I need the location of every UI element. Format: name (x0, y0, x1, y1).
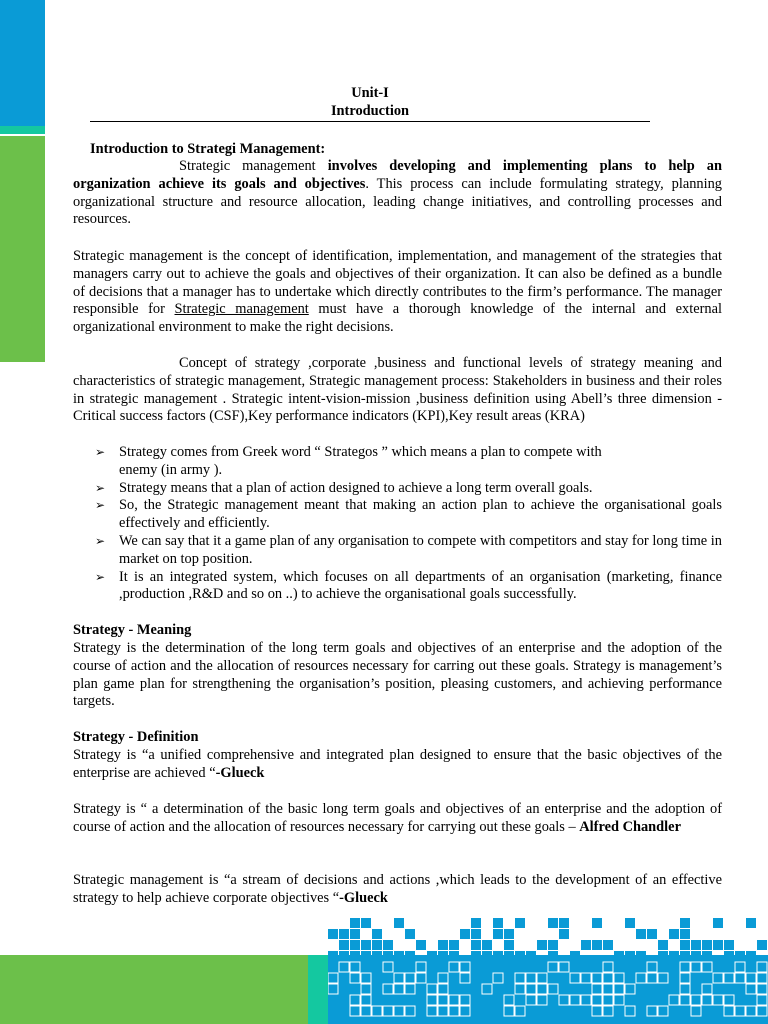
footer-pixel-pattern (328, 918, 768, 1024)
author-chandler: Alfred Chandler (579, 818, 681, 835)
footer-green-band (0, 955, 308, 1024)
definition-glueck-2: Strategic management is “a stream of decisions and actions ,which leads to the development of an effective strategy to help achieve corporate objectives “-Glueck (73, 872, 722, 906)
meaning-paragraph: Strategy is the determination of the long term goals and objectives of an enterprise and the adoption of the course of action and the allocation of resources necessary for carring out these goals. Strategy is management’s plan game plan for strengthening the organisation’s position, pleasing customers, and achieving performance targets. (73, 640, 722, 710)
left-blue-bar (0, 0, 45, 126)
p3-text: Concept of strategy ,corporate ,business and functional levels of strategy meaning and characteristics of strategic management, Strategic management process: Stakeholders in business and their roles in strategic management . Strategic intent-vision-mission ,business definition using Abell’s three dimension -Critical success factors (CSF),Key performance indicators (KPI),Key result areas (KRA) (73, 355, 722, 425)
arrow-bullet-icon: ➢ (95, 569, 106, 584)
list-item: ➢ So, the Strategic management meant that making an action plan to achieve the organisational goals effectively and efficiently. (95, 497, 722, 532)
intro-paragraph-2 (73, 248, 722, 337)
list-item: ➢ Strategy means that a plan of action designed to achieve a long term overall goals. (95, 479, 593, 496)
intro-paragraph-3 (73, 355, 722, 426)
arrow-bullet-icon: ➢ (95, 480, 106, 495)
footer-teal-band (308, 955, 328, 1024)
author-glueck: -Glueck (339, 889, 388, 906)
left-green-bar (0, 136, 45, 362)
p2-text-b: must have a thorough knowledge of the internal and external organizational environment to make the right decisions. (73, 301, 722, 336)
title-rule (90, 121, 650, 122)
bullet-list (73, 444, 722, 604)
page-title: Introduction (330, 103, 410, 119)
list-item: ➢ Strategy comes from Greek word “ Strategos ” which means a plan to compete with enemy (in army ). (95, 444, 602, 478)
section-heading-intro: Introduction to Strategi Management: (90, 141, 326, 157)
arrow-bullet-icon: ➢ (95, 498, 106, 513)
unit-label: Unit-I (351, 85, 389, 101)
list-item: ➢ We can say that it a game plan of any organisation to compete with competitors and stay for long time in market on top position. (95, 532, 722, 567)
list-item: ➢ It is an integrated system, which focuses on all departments of an organisation (marketing, finance ,production ,R&D and so on ..) to achieve the organisational goals successfully. (95, 568, 722, 603)
arrow-bullet-icon: ➢ (95, 533, 106, 548)
definition-chandler: Strategy is “ a determination of the basic long term goals and objectives of an enterprise and the adoption of course of action and the allocation of resources necessary for carrying out these goals – Alfred Chandler (73, 801, 722, 835)
p1-bold: involves developing and implementing plans to help an organization achieve its goals and objectives (73, 158, 722, 192)
strategic-management-link[interactable]: Strategic management (174, 301, 309, 318)
section-heading-meaning: Strategy - Meaning (73, 622, 192, 638)
definition-glueck-1: Strategy is “a unified comprehensive and integrated plan designed to ensure that the basic objectives of the enterprise are achieved “-Glueck (73, 747, 722, 781)
p1-lead: Strategic management (179, 158, 328, 174)
author-glueck: -Glueck (215, 764, 265, 781)
section-heading-definition: Strategy - Definition (73, 729, 199, 745)
left-teal-stripe (0, 126, 45, 134)
p2-text-a: Strategic management is the concept of identification, implementation, and management of the strategies that managers carry out to achieve the goals and objectives of their organization. It can also be defined as a bundle of decisions that a manager has to undertake which directly contributes to the firm’s performance. The manager responsible for (73, 248, 722, 318)
intro-paragraph-1 (73, 158, 722, 229)
p1-rest: . This process can include formulating strategy, planning organizational structure and resource allocation, leading change initiatives, and controlling processes and resources. (73, 175, 722, 228)
arrow-bullet-icon: ➢ (95, 445, 106, 459)
